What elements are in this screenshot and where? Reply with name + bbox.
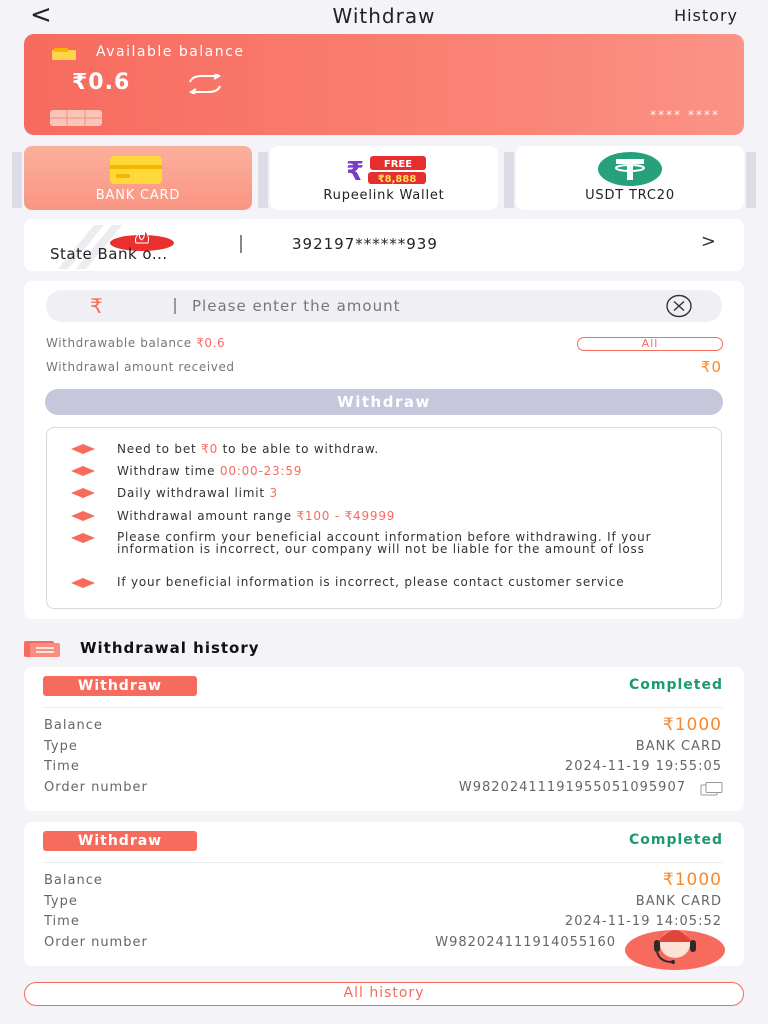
tether-usdt-icon [598, 152, 662, 186]
history-link[interactable]: History [674, 6, 738, 25]
withdraw-rules-box [46, 427, 722, 609]
withdrawable-balance-label: Withdrawable balance [46, 336, 192, 350]
tab-strip-edge [746, 152, 756, 208]
diamond-bullet-icon [71, 488, 95, 498]
withdraw-form-panel [24, 281, 744, 619]
balance-value: ₹1000 [662, 870, 722, 890]
time-label: Time [44, 914, 80, 929]
amount-received-label: Withdrawal amount received [46, 360, 235, 374]
type-value: BANK CARD [635, 894, 722, 909]
record-status: Completed [628, 832, 723, 848]
rule-text: to be able to withdraw. [218, 442, 379, 456]
bank-account-number: 392197******939 [292, 235, 438, 253]
tab-bank-card[interactable] [24, 146, 252, 210]
withdraw-button[interactable]: Withdraw [45, 389, 723, 415]
record-type-badge: Withdraw [43, 831, 197, 851]
balance-label: Balance [44, 718, 103, 733]
rule-text: Daily withdrawal limit [117, 486, 270, 500]
tab-label: Rupeelink Wallet [323, 188, 445, 203]
divider [43, 707, 723, 708]
chevron-right-icon[interactable]: > [700, 231, 716, 252]
svg-text:₹8,888: ₹8,888 [377, 174, 417, 185]
withdraw-all-button[interactable]: All [577, 337, 723, 351]
copy-icon[interactable] [700, 782, 724, 796]
time-label: Time [44, 759, 80, 774]
svg-text:FREE: FREE [383, 159, 413, 170]
record-type-badge: Withdraw [43, 676, 197, 696]
tab-usdt-trc20[interactable] [516, 146, 744, 210]
balance-value: ₹1000 [662, 715, 722, 735]
withdraw-method-tabs [12, 146, 756, 212]
svg-text:₹: ₹ [346, 157, 365, 186]
type-label: Type [44, 894, 78, 909]
balance-amount: ₹0.6 [72, 70, 131, 95]
diamond-bullet-icon [71, 444, 95, 454]
withdrawable-balance-value: ₹0.6 [196, 336, 226, 350]
rule-text: Please confirm your beneficial account information before withdrawing. If your information is incorrect, our company will not be liable for the amount of loss [117, 530, 652, 556]
diamond-bullet-icon [71, 466, 95, 476]
available-balance-label: Available balance [96, 44, 245, 60]
tab-label: USDT TRC20 [585, 188, 675, 203]
rule-highlight: ₹0 [201, 442, 219, 456]
all-history-button[interactable]: All history [24, 982, 744, 1006]
rule-highlight: ₹100 - ₹49999 [296, 509, 396, 523]
withdrawal-history-title: Withdrawal history [80, 639, 260, 657]
balance-card [24, 34, 744, 135]
diamond-bullet-icon [71, 533, 95, 543]
amount-input-container[interactable] [46, 290, 722, 322]
back-arrow-icon[interactable]: < [30, 0, 52, 30]
tab-rupeelink-wallet[interactable] [270, 146, 498, 210]
bank-card-icon [110, 156, 162, 184]
divider [174, 298, 176, 314]
rule-text: If your beneficial information is incorrect, please contact customer service [117, 575, 625, 589]
withdrawable-balance-row [46, 336, 225, 350]
rule-text: Withdrawal amount range [117, 509, 297, 523]
rupeelink-wallet-logo-icon [340, 154, 430, 186]
amount-input[interactable] [192, 294, 652, 318]
amount-received-value: ₹0 [700, 358, 722, 376]
tab-strip-edge [12, 152, 22, 208]
order-number-value: W982024111914055160 [435, 935, 616, 950]
tab-label: BANK CARD [95, 188, 181, 203]
type-label: Type [44, 739, 78, 754]
tab-strip-gap [504, 152, 514, 208]
record-status: Completed [628, 677, 723, 693]
order-number-label: Order number [44, 935, 148, 950]
bank-account-selector[interactable] [24, 219, 744, 271]
order-number-label: Order number [44, 780, 148, 795]
app-header [0, 0, 768, 32]
rule-text: Withdraw time [117, 464, 220, 478]
card-chip-icon [50, 110, 102, 126]
diamond-bullet-icon [71, 511, 95, 521]
wallet-icon [52, 48, 76, 60]
rule-text: Need to bet [117, 442, 202, 456]
order-number-value: W982024111919550510959​07 [458, 780, 686, 795]
tab-strip-gap [258, 152, 268, 208]
diamond-bullet-icon [71, 578, 95, 588]
type-value: BANK CARD [635, 739, 722, 754]
time-value: 2024-11-19 19:55:05 [564, 759, 722, 774]
history-record[interactable] [24, 667, 744, 811]
rupee-icon: ₹ [90, 294, 103, 318]
time-value: 2024-11-19 14:05:52 [564, 914, 722, 929]
divider [240, 235, 242, 253]
history-list-icon [24, 641, 60, 657]
rule-highlight: 3 [269, 486, 278, 500]
bank-name: State Bank o... [50, 245, 168, 263]
clear-icon[interactable] [666, 294, 692, 318]
customer-support-icon[interactable] [622, 924, 728, 970]
card-number-mask: **** **** [650, 108, 720, 122]
rule-highlight: 00:00-23:59 [219, 464, 303, 478]
divider [43, 862, 723, 863]
refresh-icon[interactable] [184, 74, 226, 94]
page-title: Withdraw [332, 4, 436, 28]
balance-label: Balance [44, 873, 103, 888]
